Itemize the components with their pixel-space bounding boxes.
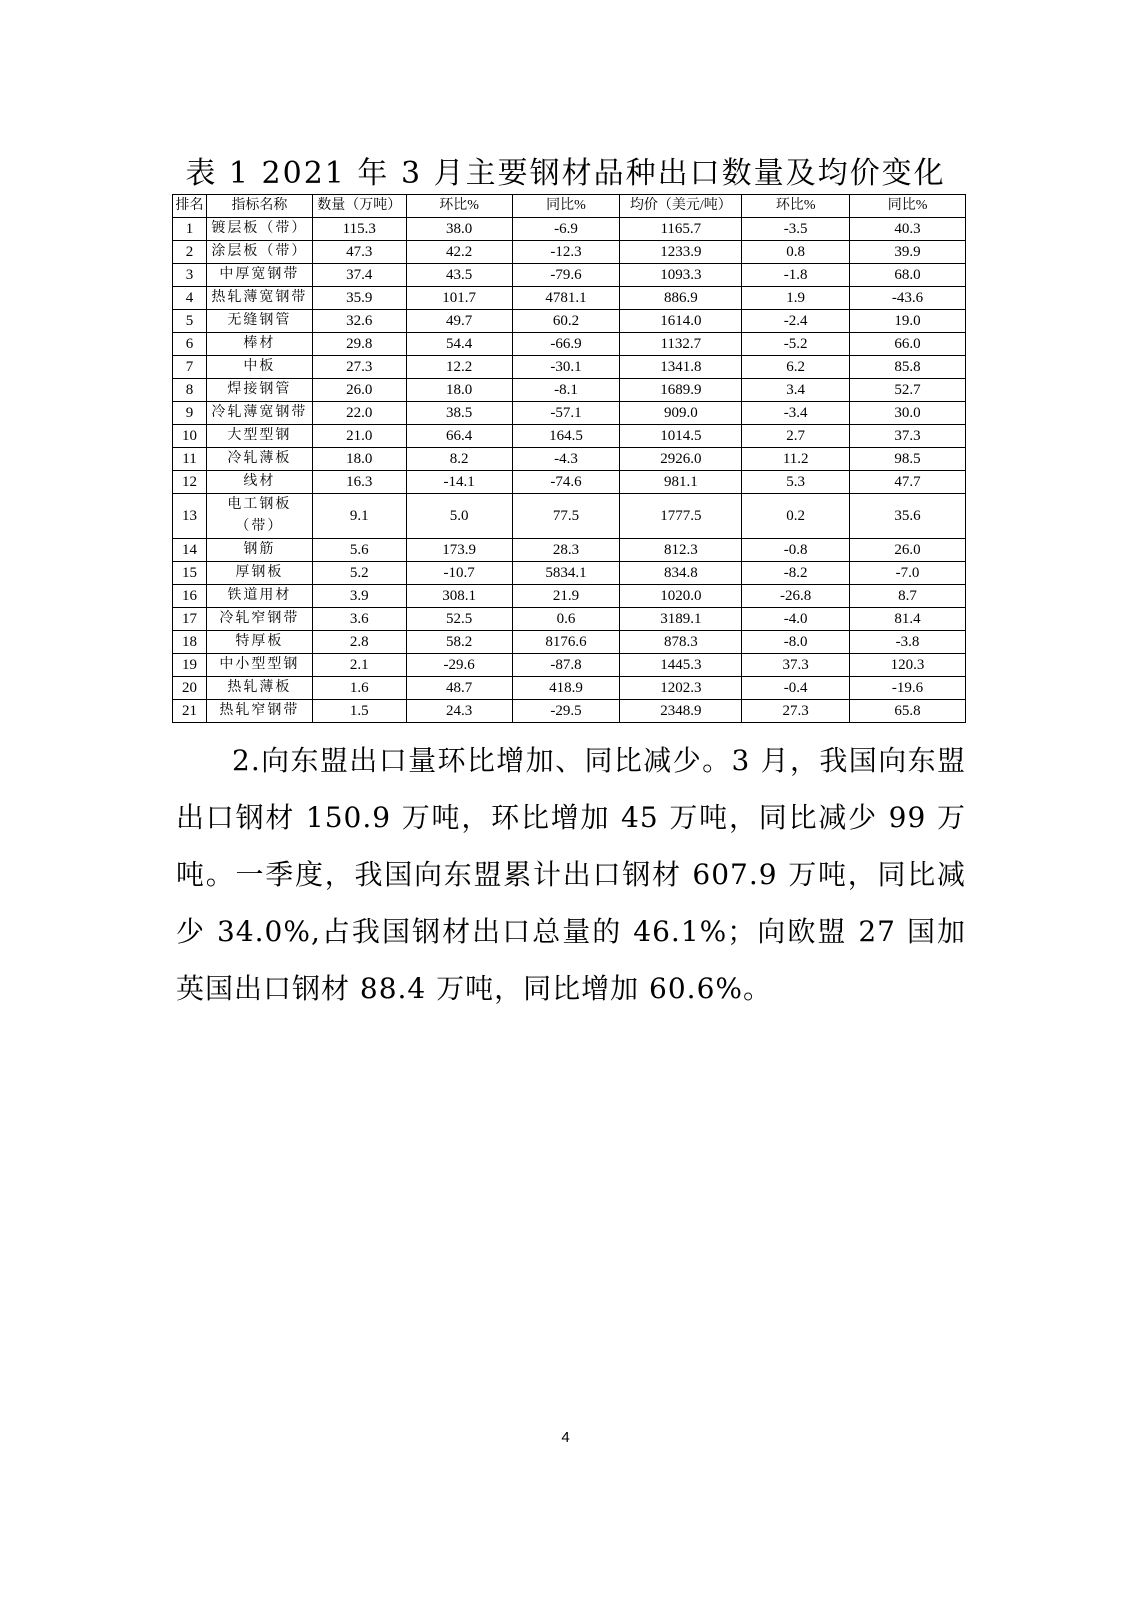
cell-name: 冷轧薄宽钢带	[206, 402, 312, 425]
cell-name: 特厚板	[206, 631, 312, 654]
cell-qty-yoy: 418.9	[512, 677, 620, 700]
table-row	[173, 562, 966, 585]
cell-quantity: 1.5	[312, 700, 406, 723]
cell-avg-price: 1233.9	[620, 241, 742, 264]
cell-price-mom: -1.8	[742, 264, 850, 287]
cell-avg-price: 2926.0	[620, 448, 742, 471]
cell-price-yoy: 52.7	[850, 379, 966, 402]
cell-name: 中小型型钢	[206, 654, 312, 677]
table-row	[173, 471, 966, 494]
cell-avg-price: 3189.1	[620, 608, 742, 631]
cell-quantity: 2.1	[312, 654, 406, 677]
table-header-row	[173, 195, 966, 218]
table-row	[173, 333, 966, 356]
cell-name: 厚钢板	[206, 562, 312, 585]
header-rank: 排名	[173, 195, 207, 218]
cell-price-mom: -26.8	[742, 585, 850, 608]
cell-qty-mom: 5.0	[406, 494, 512, 539]
cell-qty-mom: 38.5	[406, 402, 512, 425]
cell-rank: 14	[173, 539, 207, 562]
cell-price-yoy: 19.0	[850, 310, 966, 333]
header-avg-price: 均价（美元/吨）	[620, 195, 742, 218]
cell-quantity: 29.8	[312, 333, 406, 356]
cell-quantity: 35.9	[312, 287, 406, 310]
cell-price-yoy: 98.5	[850, 448, 966, 471]
cell-price-mom: 0.2	[742, 494, 850, 539]
cell-qty-mom: 24.3	[406, 700, 512, 723]
cell-avg-price: 1165.7	[620, 218, 742, 241]
cell-name: 焊接钢管	[206, 379, 312, 402]
table-row	[173, 310, 966, 333]
cell-quantity: 47.3	[312, 241, 406, 264]
cell-quantity: 1.6	[312, 677, 406, 700]
cell-qty-mom: 58.2	[406, 631, 512, 654]
cell-qty-yoy: 21.9	[512, 585, 620, 608]
cell-quantity: 3.6	[312, 608, 406, 631]
cell-quantity: 5.6	[312, 539, 406, 562]
table-row	[173, 494, 966, 539]
table-row	[173, 654, 966, 677]
cell-price-yoy: 120.3	[850, 654, 966, 677]
cell-name: 镀层板（带）	[206, 218, 312, 241]
cell-name: 冷轧窄钢带	[206, 608, 312, 631]
cell-quantity: 27.3	[312, 356, 406, 379]
page-number: 4	[561, 1429, 570, 1446]
cell-price-mom: -3.5	[742, 218, 850, 241]
cell-price-yoy: 37.3	[850, 425, 966, 448]
cell-qty-yoy: -30.1	[512, 356, 620, 379]
cell-price-yoy: 35.6	[850, 494, 966, 539]
cell-qty-yoy: -8.1	[512, 379, 620, 402]
header-price-mom: 环比%	[742, 195, 850, 218]
cell-price-mom: -0.4	[742, 677, 850, 700]
cell-rank: 13	[173, 494, 207, 539]
cell-qty-yoy: -6.9	[512, 218, 620, 241]
cell-qty-mom: 38.0	[406, 218, 512, 241]
table-row	[173, 356, 966, 379]
cell-qty-mom: 43.5	[406, 264, 512, 287]
cell-rank: 4	[173, 287, 207, 310]
cell-avg-price: 1614.0	[620, 310, 742, 333]
table-row	[173, 700, 966, 723]
cell-price-yoy: 47.7	[850, 471, 966, 494]
cell-name: 线材	[206, 471, 312, 494]
table-row	[173, 608, 966, 631]
cell-rank: 18	[173, 631, 207, 654]
cell-name: 电工钢板（带）	[206, 494, 312, 539]
cell-name: 铁道用材	[206, 585, 312, 608]
header-price-yoy: 同比%	[850, 195, 966, 218]
cell-name: 热轧窄钢带	[206, 700, 312, 723]
cell-quantity: 16.3	[312, 471, 406, 494]
cell-price-mom: -0.8	[742, 539, 850, 562]
cell-avg-price: 1445.3	[620, 654, 742, 677]
cell-name: 涂层板（带）	[206, 241, 312, 264]
cell-price-yoy: -43.6	[850, 287, 966, 310]
cell-rank: 19	[173, 654, 207, 677]
cell-name: 钢筋	[206, 539, 312, 562]
cell-price-mom: -2.4	[742, 310, 850, 333]
export-table	[172, 194, 966, 723]
cell-qty-yoy: 5834.1	[512, 562, 620, 585]
cell-price-mom: 0.8	[742, 241, 850, 264]
cell-quantity: 22.0	[312, 402, 406, 425]
cell-avg-price: 1014.5	[620, 425, 742, 448]
cell-avg-price: 834.8	[620, 562, 742, 585]
table-row	[173, 631, 966, 654]
cell-qty-mom: 49.7	[406, 310, 512, 333]
cell-quantity: 32.6	[312, 310, 406, 333]
cell-quantity: 2.8	[312, 631, 406, 654]
cell-avg-price: 878.3	[620, 631, 742, 654]
cell-qty-yoy: 4781.1	[512, 287, 620, 310]
paragraph-asean: 2.向东盟出口量环比增加、同比减少。3 月，我国向东盟出口钢材 150.9 万吨，环比增加 45 万吨，同比减少 99 万吨。一季度，我国向东盟累计出口钢材 607.9 万吨，同比减少 34.0%,占我国钢材出口总量的 46.1%；向欧盟 27 国加英国出口钢材 88.4 万吨，同比增加 60.6%。	[176, 744, 966, 1005]
cell-qty-yoy: -12.3	[512, 241, 620, 264]
cell-price-yoy: 30.0	[850, 402, 966, 425]
table-row	[173, 402, 966, 425]
cell-qty-yoy: 0.6	[512, 608, 620, 631]
cell-qty-yoy: -79.6	[512, 264, 620, 287]
cell-name: 冷轧薄板	[206, 448, 312, 471]
cell-avg-price: 1689.9	[620, 379, 742, 402]
table-row	[173, 287, 966, 310]
cell-rank: 17	[173, 608, 207, 631]
cell-qty-mom: 12.2	[406, 356, 512, 379]
cell-name: 热轧薄宽钢带	[206, 287, 312, 310]
cell-rank: 10	[173, 425, 207, 448]
cell-price-mom: 11.2	[742, 448, 850, 471]
cell-name: 中厚宽钢带	[206, 264, 312, 287]
cell-qty-yoy: -87.8	[512, 654, 620, 677]
cell-rank: 16	[173, 585, 207, 608]
body-text	[176, 732, 966, 1017]
cell-price-mom: -4.0	[742, 608, 850, 631]
cell-price-yoy: -3.8	[850, 631, 966, 654]
cell-quantity: 21.0	[312, 425, 406, 448]
cell-name: 棒材	[206, 333, 312, 356]
cell-price-yoy: 40.3	[850, 218, 966, 241]
cell-quantity: 9.1	[312, 494, 406, 539]
cell-qty-yoy: -29.5	[512, 700, 620, 723]
cell-price-yoy: 65.8	[850, 700, 966, 723]
cell-avg-price: 1093.3	[620, 264, 742, 287]
table-row	[173, 585, 966, 608]
cell-rank: 1	[173, 218, 207, 241]
cell-avg-price: 812.3	[620, 539, 742, 562]
cell-avg-price: 886.9	[620, 287, 742, 310]
cell-quantity: 37.4	[312, 264, 406, 287]
cell-qty-yoy: 28.3	[512, 539, 620, 562]
cell-price-yoy: 8.7	[850, 585, 966, 608]
cell-qty-mom: 66.4	[406, 425, 512, 448]
cell-qty-mom: 101.7	[406, 287, 512, 310]
cell-price-yoy: 85.8	[850, 356, 966, 379]
cell-quantity: 5.2	[312, 562, 406, 585]
cell-qty-yoy: -74.6	[512, 471, 620, 494]
cell-quantity: 3.9	[312, 585, 406, 608]
cell-quantity: 18.0	[312, 448, 406, 471]
cell-price-yoy: 39.9	[850, 241, 966, 264]
table-row	[173, 218, 966, 241]
cell-rank: 15	[173, 562, 207, 585]
cell-rank: 7	[173, 356, 207, 379]
cell-rank: 20	[173, 677, 207, 700]
cell-avg-price: 1341.8	[620, 356, 742, 379]
cell-qty-mom: 173.9	[406, 539, 512, 562]
cell-qty-mom: 8.2	[406, 448, 512, 471]
header-quantity: 数量（万吨）	[312, 195, 406, 218]
cell-qty-yoy: -66.9	[512, 333, 620, 356]
cell-name: 中板	[206, 356, 312, 379]
header-name: 指标名称	[206, 195, 312, 218]
table-row	[173, 379, 966, 402]
cell-price-mom: -8.0	[742, 631, 850, 654]
header-qty-yoy: 同比%	[512, 195, 620, 218]
cell-rank: 21	[173, 700, 207, 723]
cell-qty-yoy: 77.5	[512, 494, 620, 539]
cell-qty-mom: -14.1	[406, 471, 512, 494]
cell-rank: 8	[173, 379, 207, 402]
table-row	[173, 448, 966, 471]
cell-rank: 9	[173, 402, 207, 425]
cell-quantity: 115.3	[312, 218, 406, 241]
table-row	[173, 539, 966, 562]
cell-avg-price: 1777.5	[620, 494, 742, 539]
cell-name: 热轧薄板	[206, 677, 312, 700]
cell-qty-yoy: 8176.6	[512, 631, 620, 654]
cell-qty-mom: 52.5	[406, 608, 512, 631]
cell-price-yoy: 26.0	[850, 539, 966, 562]
cell-rank: 5	[173, 310, 207, 333]
cell-rank: 3	[173, 264, 207, 287]
cell-qty-mom: 18.0	[406, 379, 512, 402]
cell-avg-price: 1132.7	[620, 333, 742, 356]
cell-avg-price: 1202.3	[620, 677, 742, 700]
cell-name: 大型型钢	[206, 425, 312, 448]
cell-price-mom: -3.4	[742, 402, 850, 425]
cell-price-mom: -5.2	[742, 333, 850, 356]
cell-price-mom: -8.2	[742, 562, 850, 585]
cell-qty-yoy: 164.5	[512, 425, 620, 448]
cell-qty-mom: 54.4	[406, 333, 512, 356]
cell-price-yoy: 68.0	[850, 264, 966, 287]
cell-qty-yoy: -4.3	[512, 448, 620, 471]
header-qty-mom: 环比%	[406, 195, 512, 218]
cell-price-mom: 6.2	[742, 356, 850, 379]
cell-avg-price: 981.1	[620, 471, 742, 494]
cell-price-mom: 1.9	[742, 287, 850, 310]
cell-price-yoy: -19.6	[850, 677, 966, 700]
cell-rank: 2	[173, 241, 207, 264]
table-title: 表 1 2021 年 3 月主要钢材品种出口数量及均价变化	[185, 156, 946, 191]
cell-avg-price: 909.0	[620, 402, 742, 425]
cell-price-mom: 2.7	[742, 425, 850, 448]
table-row	[173, 677, 966, 700]
cell-quantity: 26.0	[312, 379, 406, 402]
cell-price-yoy: 66.0	[850, 333, 966, 356]
cell-qty-mom: -10.7	[406, 562, 512, 585]
cell-qty-yoy: 60.2	[512, 310, 620, 333]
cell-price-yoy: 81.4	[850, 608, 966, 631]
cell-rank: 6	[173, 333, 207, 356]
cell-qty-mom: 42.2	[406, 241, 512, 264]
cell-avg-price: 2348.9	[620, 700, 742, 723]
cell-qty-mom: 48.7	[406, 677, 512, 700]
cell-qty-mom: -29.6	[406, 654, 512, 677]
cell-qty-yoy: -57.1	[512, 402, 620, 425]
cell-price-mom: 37.3	[742, 654, 850, 677]
table-row	[173, 425, 966, 448]
table-body	[173, 218, 966, 723]
cell-price-mom: 3.4	[742, 379, 850, 402]
cell-rank: 12	[173, 471, 207, 494]
cell-price-yoy: -7.0	[850, 562, 966, 585]
cell-price-mom: 5.3	[742, 471, 850, 494]
table-row	[173, 264, 966, 287]
cell-name: 无缝钢管	[206, 310, 312, 333]
cell-rank: 11	[173, 448, 207, 471]
cell-qty-mom: 308.1	[406, 585, 512, 608]
cell-price-mom: 27.3	[742, 700, 850, 723]
cell-avg-price: 1020.0	[620, 585, 742, 608]
table-row	[173, 241, 966, 264]
